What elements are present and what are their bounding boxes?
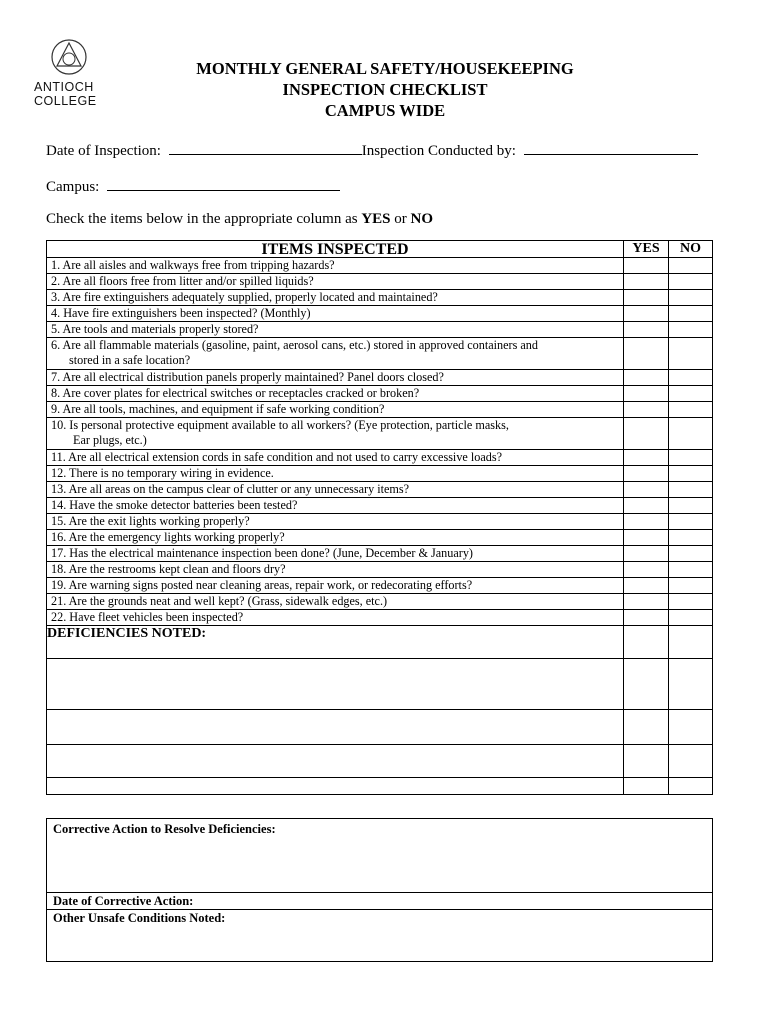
checklist-item-text: 15. Are the exit lights working properly? xyxy=(51,514,250,528)
instructions-yes: YES xyxy=(361,211,391,227)
table-row xyxy=(47,258,713,274)
checklist-item xyxy=(47,418,624,450)
checklist-item-text: 14. Have the smoke detector batteries been tested? xyxy=(51,498,298,512)
no-checkbox-cell[interactable] xyxy=(669,274,713,290)
date-of-corrective-action-label: Date of Corrective Action: xyxy=(53,894,194,908)
yes-checkbox-cell[interactable] xyxy=(624,338,669,370)
table-row xyxy=(47,562,713,578)
document-title xyxy=(0,58,770,121)
campus-label: Campus: xyxy=(46,179,100,195)
title-line-1: MONTHLY GENERAL SAFETY/HOUSEKEEPING xyxy=(196,59,574,78)
checklist-item-text: 19. Are warning signs posted near cleaning areas, repair work, or redecorating efforts? xyxy=(51,578,473,592)
table-row xyxy=(47,418,713,450)
checklist-item-text: 10. Is personal protective equipment available to all workers? (Eye protection, particle masks, xyxy=(51,418,509,432)
checklist-item xyxy=(47,306,624,322)
logo-line-1: ANTIOCH xyxy=(34,80,94,94)
checklist-item-text: 5. Are tools and materials properly stored? xyxy=(51,322,259,336)
table-row xyxy=(47,402,713,418)
yes-checkbox-cell[interactable] xyxy=(624,530,669,546)
checklist-item xyxy=(47,338,624,370)
date-of-inspection-field[interactable] xyxy=(169,140,362,155)
checklist-item-text: 9. Are all tools, machines, and equipment if safe working condition? xyxy=(51,402,385,416)
no-checkbox-cell[interactable] xyxy=(669,466,713,482)
yes-checkbox-cell[interactable] xyxy=(624,514,669,530)
yes-checkbox-cell[interactable] xyxy=(624,778,669,795)
table-row xyxy=(47,482,713,498)
deficiency-entry-cell[interactable] xyxy=(47,778,624,795)
table-row xyxy=(47,274,713,290)
no-checkbox-cell[interactable] xyxy=(669,710,713,745)
checklist-item-text: 17. Has the electrical maintenance inspection been done? (June, December & January) xyxy=(51,546,473,560)
checklist-item xyxy=(47,530,624,546)
no-checkbox-cell[interactable] xyxy=(669,578,713,594)
checklist-item-text: 6. Are all flammable materials (gasoline, paint, aerosol cans, etc.) stored in approved containers and xyxy=(51,338,538,352)
table-header-row xyxy=(47,241,713,258)
yes-checkbox-cell[interactable] xyxy=(624,546,669,562)
no-checkbox-cell[interactable] xyxy=(669,306,713,322)
checklist-item xyxy=(47,258,624,274)
checklist-item xyxy=(47,450,624,466)
checklist-item xyxy=(47,562,624,578)
checklist-item-text: 18. Are the restrooms kept clean and floors dry? xyxy=(51,562,286,576)
table-row xyxy=(47,290,713,306)
no-checkbox-cell[interactable] xyxy=(669,594,713,610)
yes-checkbox-cell[interactable] xyxy=(624,274,669,290)
items-inspected-header: ITEMS INSPECTED xyxy=(47,241,624,258)
corrective-action-label: Corrective Action to Resolve Deficiencies: xyxy=(53,822,276,836)
table-row xyxy=(47,466,713,482)
deficiency-row xyxy=(47,778,713,795)
inspection-conducted-by-field[interactable] xyxy=(524,140,698,155)
yes-checkbox-cell[interactable] xyxy=(624,482,669,498)
yes-checkbox-cell[interactable] xyxy=(624,745,669,778)
checklist-item xyxy=(47,482,624,498)
no-checkbox-cell[interactable] xyxy=(669,546,713,562)
instructions xyxy=(46,211,433,228)
checklist-item-text: 2. Are all floors free from litter and/or spilled liquids? xyxy=(51,274,314,288)
no-column-header: NO xyxy=(669,241,713,258)
campus-field[interactable] xyxy=(107,176,340,191)
checklist-item xyxy=(47,466,624,482)
table-row xyxy=(47,546,713,562)
no-checkbox-cell[interactable] xyxy=(669,659,713,710)
deficiency-row xyxy=(47,710,713,745)
yes-checkbox-cell[interactable] xyxy=(624,659,669,710)
checklist-item xyxy=(47,290,624,306)
no-checkbox-cell[interactable] xyxy=(669,450,713,466)
checklist-item xyxy=(47,594,624,610)
divider xyxy=(47,909,712,910)
table-row xyxy=(47,386,713,402)
table-row xyxy=(47,594,713,610)
table-row xyxy=(47,530,713,546)
yes-checkbox-cell[interactable] xyxy=(624,370,669,386)
yes-checkbox-cell[interactable] xyxy=(624,610,669,626)
no-checkbox-cell[interactable] xyxy=(669,386,713,402)
inspection-checklist-table xyxy=(46,240,713,795)
yes-checkbox-cell[interactable] xyxy=(624,258,669,274)
table-row xyxy=(47,610,713,626)
checklist-item-text: 12. There is no temporary wiring in evidence. xyxy=(51,466,274,480)
no-checkbox-cell[interactable] xyxy=(669,530,713,546)
checklist-item-text: 4. Have fire extinguishers been inspected? (Monthly) xyxy=(51,306,311,320)
no-checkbox-cell[interactable] xyxy=(669,745,713,778)
checklist-item-text: 22. Have fleet vehicles been inspected? xyxy=(51,610,244,624)
yes-column-header: YES xyxy=(624,241,669,258)
deficiency-entry-cell[interactable] xyxy=(47,659,624,710)
inspection-conducted-by-label: Inspection Conducted by: xyxy=(361,143,516,159)
checklist-item-text: 16. Are the emergency lights working properly? xyxy=(51,530,285,544)
deficiencies-header-row xyxy=(47,626,713,659)
table-row xyxy=(47,338,713,370)
yes-checkbox-cell[interactable] xyxy=(624,578,669,594)
no-checkbox-cell[interactable] xyxy=(669,562,713,578)
yes-checkbox-cell[interactable] xyxy=(624,450,669,466)
checklist-item xyxy=(47,578,624,594)
table-row xyxy=(47,322,713,338)
corrective-action-box xyxy=(46,818,713,962)
divider xyxy=(47,892,712,893)
checklist-item xyxy=(47,322,624,338)
no-checkbox-cell[interactable] xyxy=(669,402,713,418)
table-row xyxy=(47,498,713,514)
no-checkbox-cell[interactable] xyxy=(669,514,713,530)
no-checkbox-cell[interactable] xyxy=(669,322,713,338)
title-line-3: CAMPUS WIDE xyxy=(324,101,446,120)
yes-checkbox-cell[interactable] xyxy=(624,322,669,338)
instructions-or: or xyxy=(390,211,411,227)
deficiency-entry-cell[interactable] xyxy=(47,626,624,659)
no-checkbox-cell[interactable] xyxy=(669,370,713,386)
logo-line-2: COLLEGE xyxy=(34,94,97,108)
no-checkbox-cell[interactable] xyxy=(669,290,713,306)
other-unsafe-conditions-label: Other Unsafe Conditions Noted: xyxy=(53,911,226,925)
yes-checkbox-cell[interactable] xyxy=(624,466,669,482)
checklist-item-text: 1. Are all aisles and walkways free from tripping hazards? xyxy=(51,258,335,272)
deficiency-entry-cell[interactable] xyxy=(47,745,624,778)
no-checkbox-cell[interactable] xyxy=(669,338,713,370)
inspection-info-row xyxy=(46,140,698,160)
checklist-item-text: 3. Are fire extinguishers adequately supplied, properly located and maintained? xyxy=(51,290,438,304)
instructions-text: Check the items below in the appropriate column as xyxy=(46,211,362,227)
table-row xyxy=(47,514,713,530)
table-row xyxy=(47,370,713,386)
yes-checkbox-cell[interactable] xyxy=(624,290,669,306)
instructions-no: NO xyxy=(410,211,434,227)
no-checkbox-cell[interactable] xyxy=(669,626,713,659)
table-row xyxy=(47,578,713,594)
checklist-item xyxy=(47,370,624,386)
no-checkbox-cell[interactable] xyxy=(669,610,713,626)
no-checkbox-cell[interactable] xyxy=(669,498,713,514)
yes-checkbox-cell[interactable] xyxy=(624,386,669,402)
no-checkbox-cell[interactable] xyxy=(669,258,713,274)
checklist-item-continuation: Ear plugs, etc.) xyxy=(73,433,147,447)
checklist-item xyxy=(47,274,624,290)
checklist-item xyxy=(47,514,624,530)
yes-checkbox-cell[interactable] xyxy=(624,306,669,322)
yes-checkbox-cell[interactable] xyxy=(624,594,669,610)
campus-row xyxy=(46,176,340,196)
deficiency-row xyxy=(47,745,713,778)
table-row xyxy=(47,306,713,322)
yes-checkbox-cell[interactable] xyxy=(624,626,669,659)
yes-checkbox-cell[interactable] xyxy=(624,562,669,578)
no-checkbox-cell[interactable] xyxy=(669,482,713,498)
checklist-item xyxy=(47,402,624,418)
checklist-item-text: 21. Are the grounds neat and well kept? (Grass, sidewalk edges, etc.) xyxy=(51,594,388,608)
table-row xyxy=(47,450,713,466)
checklist-item xyxy=(47,610,624,626)
no-checkbox-cell[interactable] xyxy=(669,418,713,450)
title-line-2: INSPECTION CHECKLIST xyxy=(282,80,488,99)
checklist-item-text: 11. Are all electrical extension cords in safe condition and not used to carry excessive loads? xyxy=(51,450,503,464)
checklist-item-continuation: stored in a safe location? xyxy=(69,353,191,367)
checklist-item xyxy=(47,498,624,514)
checklist-item xyxy=(47,386,624,402)
checklist-item-text: 7. Are all electrical distribution panels properly maintained? Panel doors closed? xyxy=(51,370,444,384)
yes-checkbox-cell[interactable] xyxy=(624,710,669,745)
deficiency-entry-cell[interactable] xyxy=(47,710,624,745)
yes-checkbox-cell[interactable] xyxy=(624,498,669,514)
date-of-inspection-label: Date of Inspection: xyxy=(46,143,161,159)
no-checkbox-cell[interactable] xyxy=(669,778,713,795)
yes-checkbox-cell[interactable] xyxy=(624,402,669,418)
checklist-item xyxy=(47,546,624,562)
checklist-item-text: 8. Are cover plates for electrical switches or receptacles cracked or broken? xyxy=(51,386,420,400)
yes-checkbox-cell[interactable] xyxy=(624,418,669,450)
checklist-item-text: 13. Are all areas on the campus clear of clutter or any unnecessary items? xyxy=(51,482,410,496)
deficiencies-noted-label: DEFICIENCIES NOTED: xyxy=(47,626,207,641)
deficiency-row xyxy=(47,659,713,710)
